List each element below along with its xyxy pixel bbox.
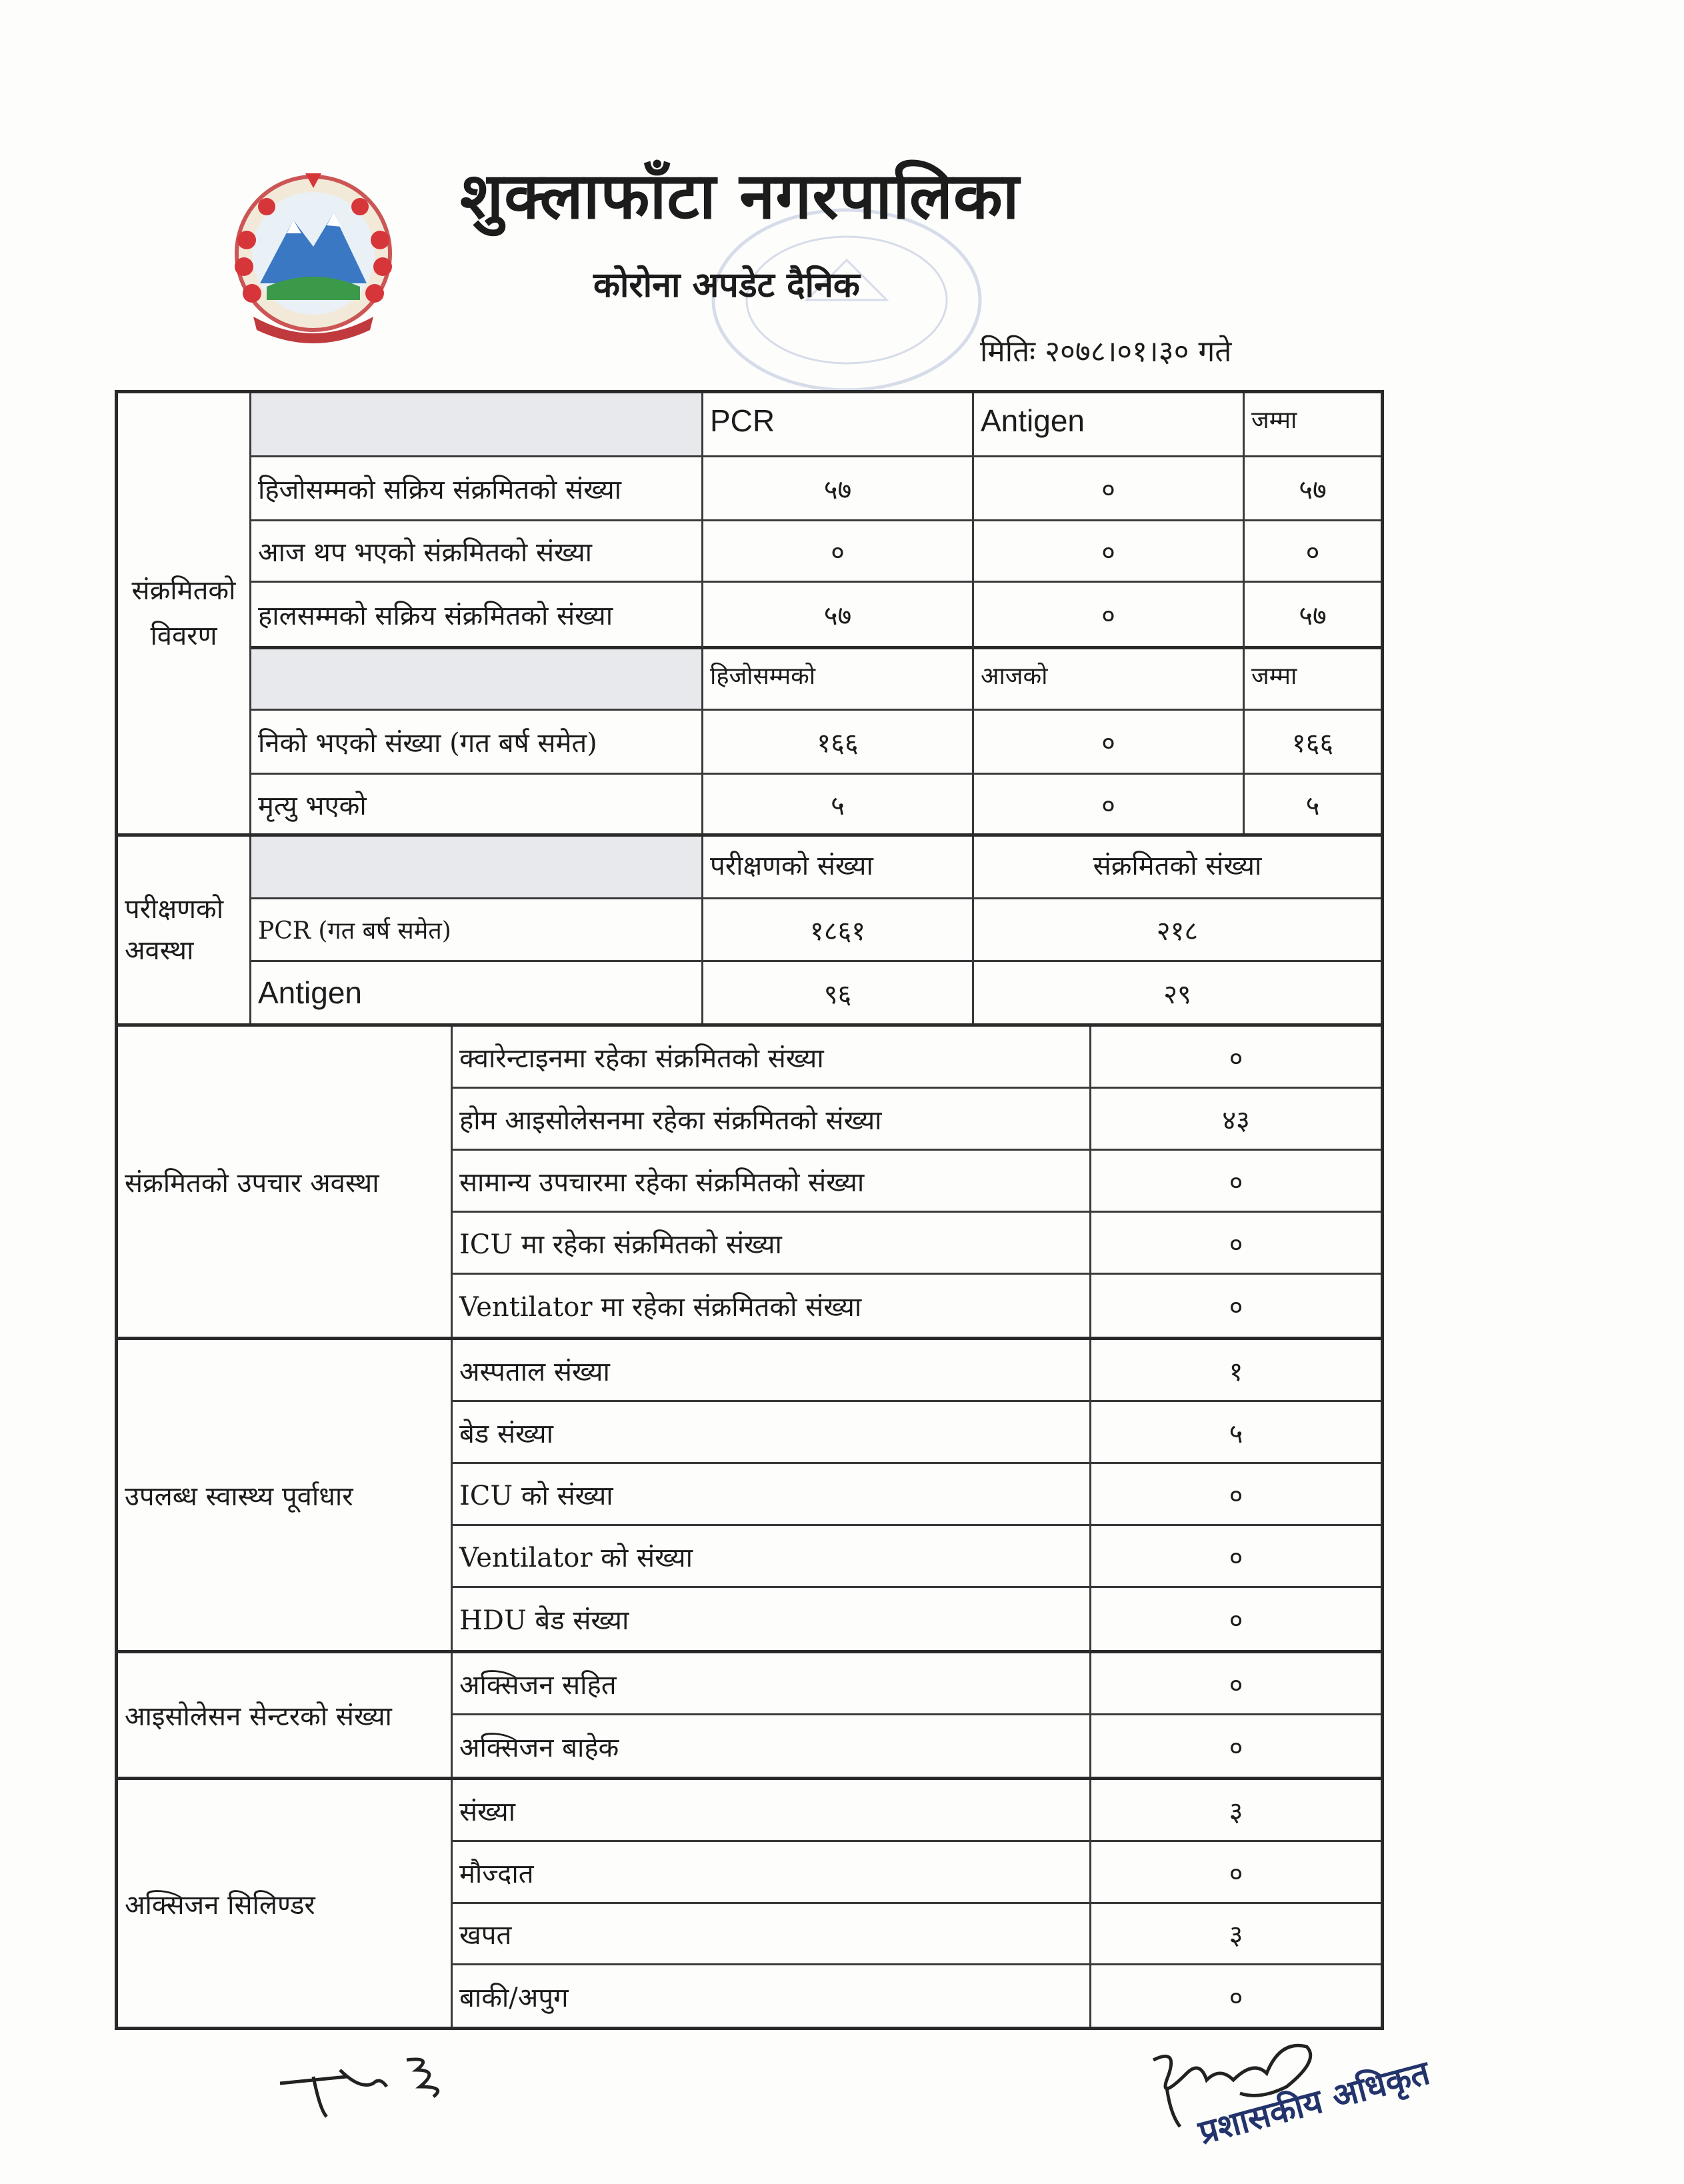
value-yesterday: ५ xyxy=(703,775,974,833)
value-pcr: ५७ xyxy=(703,583,974,649)
value-tests: १८६१ xyxy=(703,899,974,962)
col-header-total: जम्मा xyxy=(1245,393,1381,457)
signature-left-icon xyxy=(273,2050,473,2123)
row-value: ० xyxy=(1229,1982,1243,2013)
row-value: ० xyxy=(1229,1292,1243,1323)
value-antigen: ० xyxy=(974,521,1245,583)
row-value: ० xyxy=(1091,1653,1381,1715)
section-label-line1: संक्रमितको xyxy=(131,575,236,606)
row-label: हालसम्मको सक्रिय संक्रमितको संख्या xyxy=(251,583,703,649)
col-header-infected: संक्रमितको संख्या xyxy=(974,837,1381,899)
row-value: ० xyxy=(1229,1732,1243,1763)
officer-title: प्रशासकीय अधिकृत xyxy=(1194,2053,1434,2152)
row-label: सामान्य उपचारमा रहेका संक्रमितको संख्या xyxy=(453,1151,1091,1213)
value-antigen: ० xyxy=(974,583,1245,649)
section-label-oxygen: अक्सिजन सिलिण्डर xyxy=(118,1780,453,2027)
report-date xyxy=(980,330,1241,370)
section-label-infrastructure: उपलब्ध स्वास्थ्य पूर्वाधार xyxy=(118,1340,453,1650)
col-header-yesterday: हिजोसम्मको xyxy=(703,649,974,711)
row-label: हिजोसम्मको सक्रिय संक्रमितको संख्या xyxy=(251,457,703,521)
header-blank xyxy=(251,393,703,457)
value-tests: ९६ xyxy=(703,962,974,1023)
row-label: संख्या xyxy=(453,1780,1091,1842)
row-value: ० xyxy=(1091,1213,1381,1275)
row-value: ० xyxy=(1229,1605,1243,1636)
value-pcr: ० xyxy=(703,521,974,583)
value-yesterday: १६६ xyxy=(703,711,974,775)
col-header-tests: परीक्षणको संख्या xyxy=(703,837,974,899)
section-label-line1: परीक्षणको xyxy=(125,894,224,925)
row-value: ० xyxy=(1091,1151,1381,1213)
row-label: Ventilator मा रहेका संक्रमितको संख्या xyxy=(453,1275,1091,1337)
row-value: ३ xyxy=(1091,1904,1381,1965)
section-isolation-centers xyxy=(115,1650,1384,1780)
value-today: ० xyxy=(974,711,1245,775)
section-label-line2: विवरण xyxy=(150,621,217,651)
value-today: ० xyxy=(974,775,1245,833)
row-value: ० xyxy=(1091,1464,1381,1526)
row-label: अक्सिजन सहित xyxy=(453,1653,1091,1715)
row-label: Antigen xyxy=(251,962,703,1023)
col-header-antigen: Antigen xyxy=(974,393,1245,457)
row-label: अक्सिजन बाहेक xyxy=(453,1715,1091,1777)
section-infected-details xyxy=(115,390,1384,837)
row-value: ० xyxy=(1091,1526,1381,1588)
nepal-emblem-icon xyxy=(220,167,407,347)
row-label: बेड संख्या xyxy=(453,1402,1091,1464)
col-header-pcr: PCR xyxy=(703,393,974,457)
row-label: आज थप भएको संक्रमितको संख्या xyxy=(251,521,703,583)
section-label-line2: अवस्था xyxy=(125,935,194,966)
value-total: ५७ xyxy=(1245,583,1381,649)
section-label-text xyxy=(125,889,223,971)
value-infected: २९ xyxy=(1163,979,1191,1010)
row-label: अस्पताल संख्या xyxy=(453,1340,1091,1402)
row-label: क्वारेन्टाइनमा रहेका संक्रमितको संख्या xyxy=(453,1027,1091,1089)
row-label: HDU बेड संख्या xyxy=(453,1588,1091,1650)
section-oxygen-cylinders xyxy=(115,1777,1384,2030)
section-label-infected-details xyxy=(118,393,251,833)
page-title: शुक्लाफाँटा नगरपालिका xyxy=(460,159,1020,233)
section-label-test-status xyxy=(118,837,251,1023)
col-header-today: आजको xyxy=(974,649,1245,711)
page-subtitle: कोरोना अपडेट दैनिक xyxy=(593,265,860,305)
row-label: मौज्दात xyxy=(453,1842,1091,1904)
row-value: ५ xyxy=(1091,1402,1381,1464)
value-infected: २१८ xyxy=(974,899,1381,962)
row-label: Ventilator को संख्या xyxy=(453,1526,1091,1588)
header-blank xyxy=(251,837,703,899)
row-label: ICU मा रहेका संक्रमितको संख्या xyxy=(453,1213,1091,1275)
row-label: PCR (गत बर्ष समेत) xyxy=(251,899,703,962)
value-total: १६६ xyxy=(1245,711,1381,775)
date-value: २०७८।०१।३० गते xyxy=(1045,335,1232,369)
row-value: १ xyxy=(1091,1340,1381,1402)
row-value: ४३ xyxy=(1091,1089,1381,1151)
value-pcr: ५७ xyxy=(703,457,974,521)
header-blank xyxy=(251,649,703,711)
row-label: खपत xyxy=(453,1904,1091,1965)
value-total: ० xyxy=(1245,521,1381,583)
section-health-infrastructure xyxy=(115,1337,1384,1653)
value-total: ५७ xyxy=(1245,457,1381,521)
value-total: ५ xyxy=(1305,790,1320,821)
section-label-isolation: आइसोलेसन सेन्टरको संख्या xyxy=(118,1653,453,1777)
row-value: ० xyxy=(1091,1842,1381,1904)
row-value: ० xyxy=(1091,1027,1381,1089)
section-label-treatment: संक्रमितको उपचार अवस्था xyxy=(118,1027,453,1337)
row-label: होम आइसोलेसनमा रहेका संक्रमितको संख्या xyxy=(453,1089,1091,1151)
col-header-total: जम्मा xyxy=(1245,649,1381,711)
row-value: ३ xyxy=(1091,1780,1381,1842)
row-label: ICU को संख्या xyxy=(453,1464,1091,1526)
section-test-status xyxy=(115,833,1384,1027)
row-label: बाकी/अपुग xyxy=(453,1965,1091,2027)
row-label: मृत्यु भएको xyxy=(251,775,703,833)
row-label: निको भएको संख्या (गत बर्ष समेत) xyxy=(251,711,703,775)
value-antigen: ० xyxy=(974,457,1245,521)
section-treatment-status xyxy=(115,1023,1384,1340)
date-label: मितिः xyxy=(980,335,1036,369)
